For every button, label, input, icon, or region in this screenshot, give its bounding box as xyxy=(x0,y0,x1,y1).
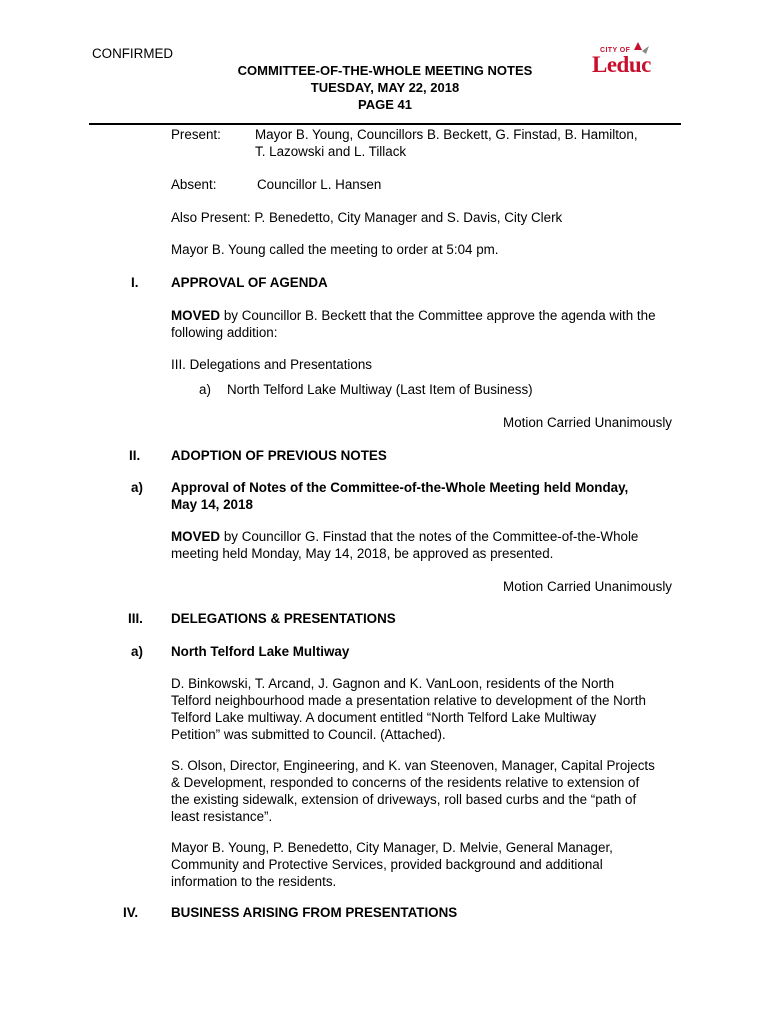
background-info-line: Community and Protective Services, provided background and additional xyxy=(171,857,603,872)
motion-text: by Councillor G. Finstad that the notes of the Committee-of-the-Whole xyxy=(220,529,639,544)
section-2-motion-line1 xyxy=(171,528,638,545)
section-3-title: DELEGATIONS & PRESENTATIONS xyxy=(171,611,396,626)
header-divider xyxy=(89,123,681,125)
section-1-motion-line2: following addition: xyxy=(171,325,278,340)
section-2-result: Motion Carried Unanimously xyxy=(503,579,672,594)
section-2-item-letter: a) xyxy=(131,480,143,495)
section-4-number: IV. xyxy=(123,905,139,920)
section-2-motion-line2: meeting held Monday, May 14, 2018, be approved as presented. xyxy=(171,546,554,561)
delegation-paragraph-line: Petition” was submitted to Council. (Attached). xyxy=(171,727,446,742)
header-date: TUESDAY, MAY 22, 2018 xyxy=(310,80,460,95)
agenda-addition-letter: a) xyxy=(199,382,211,397)
moved-keyword: MOVED xyxy=(171,529,221,544)
section-4-title: BUSINESS ARISING FROM PRESENTATIONS xyxy=(171,905,458,920)
agenda-addition-item: North Telford Lake Multiway (Last Item of Business) xyxy=(227,382,533,397)
logo-city-of: CITY OF xyxy=(600,47,631,54)
city-logo xyxy=(588,40,668,80)
absent-label: Absent: xyxy=(171,177,217,192)
section-2-title: ADOPTION OF PREVIOUS NOTES xyxy=(171,448,387,463)
present-names-line1: Mayor B. Young, Councillors B. Beckett, G. Finstad, B. Hamilton, xyxy=(255,127,638,142)
header-title: COMMITTEE-OF-THE-WHOLE MEETING NOTES xyxy=(237,63,533,78)
delegation-paragraph-line: Telford neighbourhood made a presentation relative to development of the North xyxy=(171,693,646,708)
staff-response-line: S. Olson, Director, Engineering, and K. van Steenoven, Manager, Capital Projects xyxy=(171,758,655,773)
section-2-item-title-line1: Approval of Notes of the Committee-of-the-Whole Meeting held Monday, xyxy=(171,480,629,495)
delegation-paragraph-line: D. Binkowski, T. Arcand, J. Gagnon and K. VanLoon, residents of the North xyxy=(171,676,615,691)
logo-wordmark: Leduc xyxy=(592,52,651,77)
moved-keyword: MOVED xyxy=(171,308,221,323)
section-3-item-title: North Telford Lake Multiway xyxy=(171,644,350,659)
present-label: Present: xyxy=(171,127,221,142)
section-2-item-title-line2: May 14, 2018 xyxy=(171,497,253,512)
call-to-order: Mayor B. Young called the meeting to order at 5:04 pm. xyxy=(171,242,499,257)
motion-text: by Councillor B. Beckett that the Committee approve the agenda with the xyxy=(220,308,656,323)
absent-names: Councillor L. Hansen xyxy=(257,177,382,192)
delegation-paragraph-line: Telford Lake multiway. A document entitled “North Telford Lake Multiway xyxy=(171,710,597,725)
section-1-title: APPROVAL OF AGENDA xyxy=(171,275,328,290)
section-3-item-letter: a) xyxy=(131,644,143,659)
section-1-result: Motion Carried Unanimously xyxy=(503,415,672,430)
section-3-number: III. xyxy=(128,611,143,626)
staff-response-line: least resistance”. xyxy=(171,809,273,824)
staff-response-line: & Development, responded to concerns of the residents relative to extension of xyxy=(171,775,640,790)
staff-response-line: the existing sidewalk, extension of driveways, roll based curbs and the “path of xyxy=(171,792,637,807)
section-2-number: II. xyxy=(129,448,141,463)
header-page: PAGE 41 xyxy=(358,97,412,112)
also-present: Also Present: P. Benedetto, City Manager and S. Davis, City Clerk xyxy=(171,210,563,225)
present-names-line2: T. Lazowski and L. Tillack xyxy=(255,144,407,159)
section-1-motion-line1 xyxy=(171,307,656,324)
background-info-line: information to the residents. xyxy=(171,874,337,889)
background-info-line: Mayor B. Young, P. Benedetto, City Manager, D. Melvie, General Manager, xyxy=(171,840,613,855)
section-1-number: I. xyxy=(131,275,139,290)
agenda-addition-heading: III. Delegations and Presentations xyxy=(171,357,372,372)
confirmed-label: CONFIRMED xyxy=(92,46,174,61)
